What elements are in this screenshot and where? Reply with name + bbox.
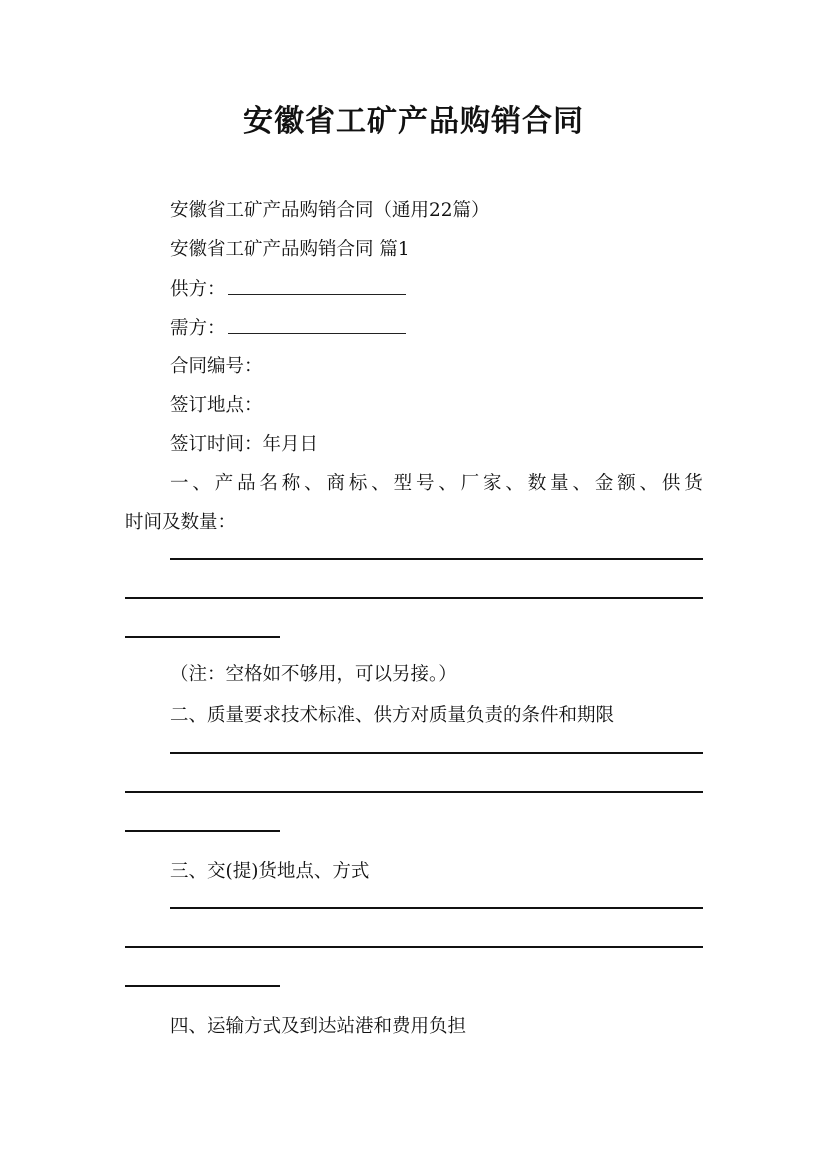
section-1-continued: 时间及数量： xyxy=(125,512,237,533)
section-1-char: 、 xyxy=(639,473,659,494)
section-1-heading xyxy=(170,471,703,497)
fill-in-rule xyxy=(170,752,703,754)
fill-in-rule xyxy=(125,946,703,948)
supplier-blank-line xyxy=(228,276,406,295)
section-1-char: 、 xyxy=(371,473,390,494)
buyer-blank-line xyxy=(228,315,406,334)
section-1-char: 量 xyxy=(550,473,569,494)
section-1-char: 名 xyxy=(259,473,278,494)
fill-in-rule xyxy=(170,558,703,560)
fill-in-rule xyxy=(125,597,703,599)
section-1-char: 金 xyxy=(594,473,614,494)
section-1-char: 、 xyxy=(438,473,457,494)
section-1-char: 称 xyxy=(281,473,301,494)
sign-time-label: 签订时间：年月日 xyxy=(170,434,319,455)
contract-number-label: 合同编号： xyxy=(170,356,263,377)
fill-in-rule xyxy=(125,830,280,832)
section-1-char: 供 xyxy=(661,473,681,494)
section-1-char: 号 xyxy=(415,473,435,494)
document-title: 安徽省工矿产品购销合同 xyxy=(243,104,584,139)
section-1-char: 商 xyxy=(326,473,346,494)
document-subtitle: 安徽省工矿产品购销合同（通用22篇） xyxy=(170,200,490,221)
section-1-char: 产 xyxy=(214,473,234,494)
section-1-char: 品 xyxy=(237,473,256,494)
supplier-label: 供方： xyxy=(170,279,226,300)
section-1-char: 、 xyxy=(304,473,323,494)
sign-place-label: 签订地点： xyxy=(170,395,263,416)
fill-in-rule xyxy=(125,791,703,793)
section-1-char: 家 xyxy=(483,473,502,494)
section-1-char: 型 xyxy=(393,473,413,494)
section-1-char: 、 xyxy=(192,473,211,494)
fill-in-rule xyxy=(170,907,703,909)
section-1-char: 货 xyxy=(684,473,703,494)
section-1-char: 、 xyxy=(505,473,524,494)
buyer-label: 需方： xyxy=(170,318,226,339)
buyer-field xyxy=(170,315,406,342)
section-4-heading: 四、运输方式及到达站港和费用负担 xyxy=(170,1016,467,1037)
fill-in-rule xyxy=(125,985,280,987)
section-1-char: 厂 xyxy=(460,473,480,494)
section-1-char: 标 xyxy=(348,473,368,494)
fill-in-rule xyxy=(125,636,280,638)
section-2-heading: 二、质量要求技术标准、供方对质量负责的条件和期限 xyxy=(170,705,615,726)
section-1-char: 额 xyxy=(617,473,636,494)
note-text: （注：空格如不够用，可以另接。） xyxy=(170,664,457,685)
supplier-field xyxy=(170,276,406,303)
section-1-char: 一 xyxy=(170,473,189,494)
part-heading: 安徽省工矿产品购销合同 篇1 xyxy=(170,239,410,260)
section-1-char: 、 xyxy=(572,473,591,494)
section-1-char: 数 xyxy=(527,473,547,494)
section-3-heading: 三、交(提)货地点、方式 xyxy=(170,861,370,882)
